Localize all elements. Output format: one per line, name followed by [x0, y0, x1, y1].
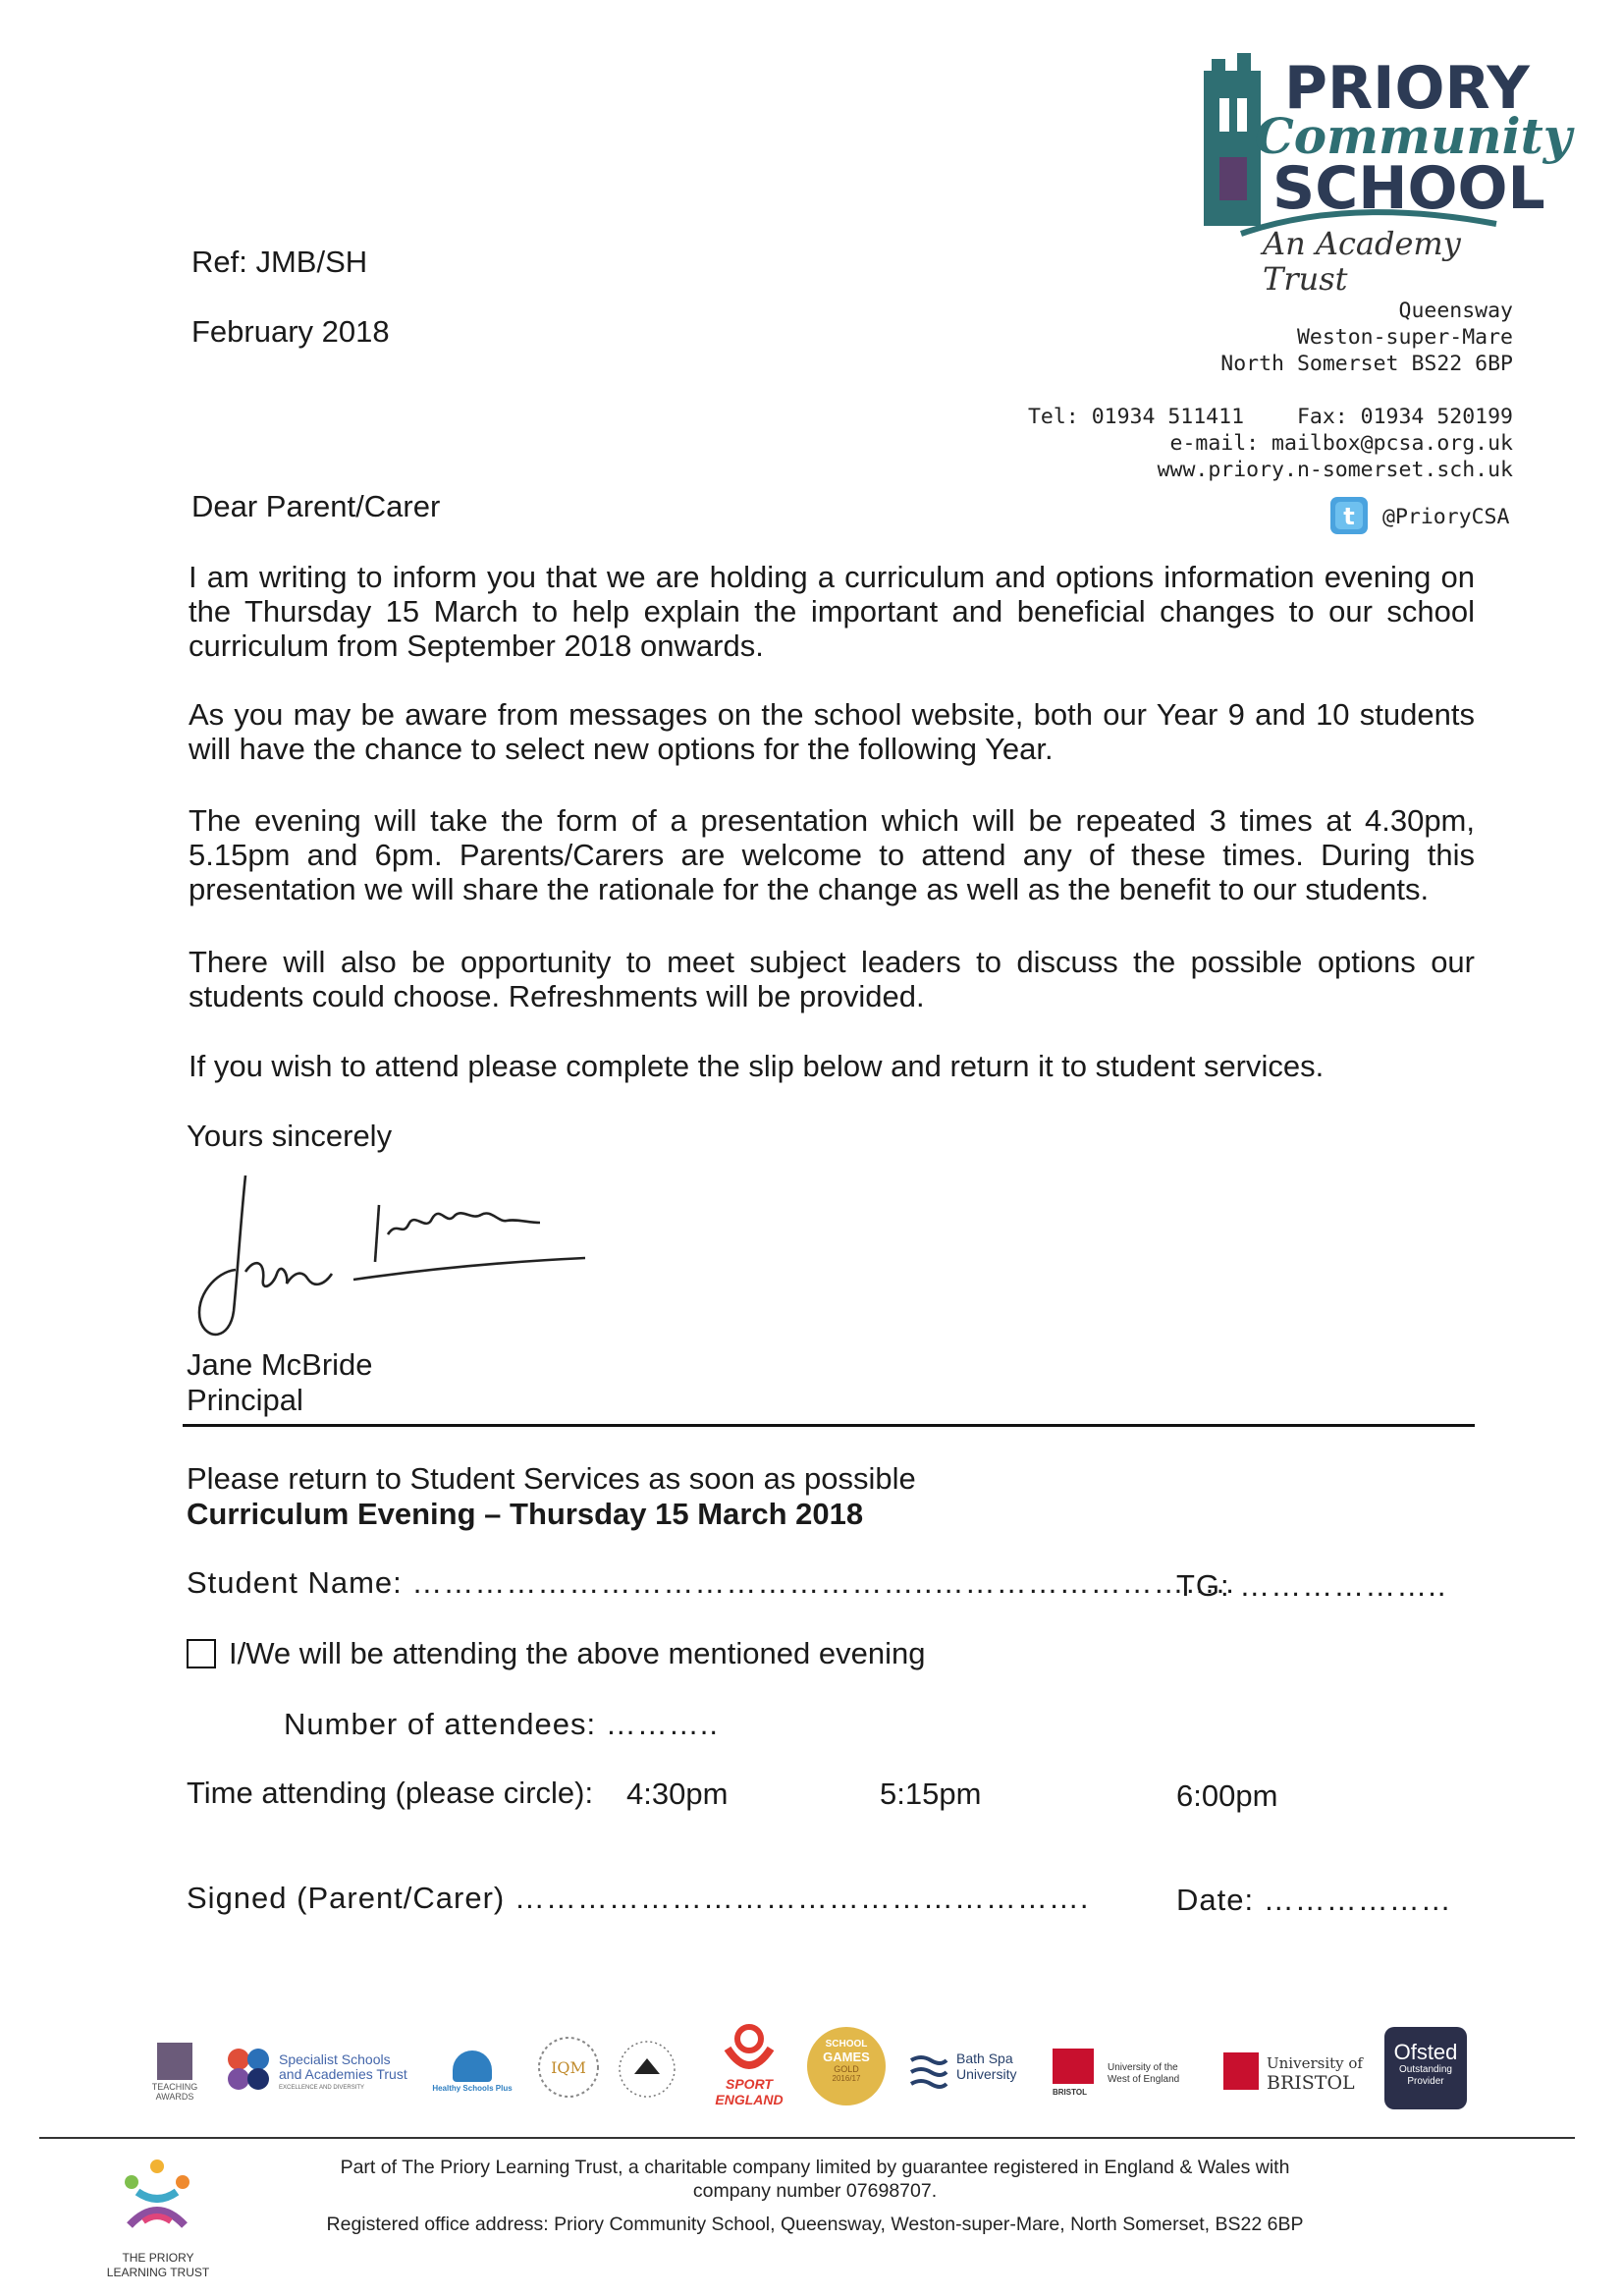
salutation: Dear Parent/Carer	[191, 489, 441, 523]
reference: Ref: JMB/SH	[191, 245, 368, 279]
ofsted-text-2: Outstanding	[1399, 2064, 1452, 2075]
learning-trust-icon	[118, 2157, 196, 2231]
paragraph: I am writing to inform you that we are holding a curriculum and options information evening on the Thursday 15 March to help explain the important and beneficial changes to our school curriculum from September 2018 onwards.	[189, 560, 1475, 663]
uwe-text-1: University of the	[1108, 2062, 1178, 2073]
teaching-awards-text: TEACHING AWARDS	[151, 2082, 198, 2102]
paragraph: There will also be opportunity to meet subject leaders to discuss the possible options our students could choose. Refreshments will be provided.	[189, 945, 1475, 1013]
attendees-field[interactable]: Number of attendees: ………..	[284, 1707, 719, 1741]
ofsted-badge	[1384, 2027, 1467, 2109]
time-option-430[interactable]: 4:30pm	[626, 1777, 729, 1811]
logo-tagline: An Academy Trust	[1263, 225, 1461, 298]
slip-event-title: Curriculum Evening – Thursday 15 March 2018	[187, 1497, 864, 1531]
date-field[interactable]: Date: ………………	[1176, 1883, 1452, 1917]
bath-spa-text-1: Bath Spa	[956, 2050, 1013, 2066]
school-logo	[1202, 49, 1572, 298]
logo-priory: PRIORY	[1284, 54, 1530, 123]
signature-field[interactable]: Signed (Parent/Carer) ……………………………………………….	[187, 1881, 1090, 1915]
sport-england-text-1: SPORT	[726, 2076, 773, 2092]
address-line: North Somerset BS22 6BP	[1220, 352, 1513, 376]
bath-spa-icon	[909, 2050, 948, 2094]
signature-image	[187, 1164, 599, 1350]
sport-england-text-2: ENGLAND	[715, 2092, 784, 2107]
ssat-icon	[224, 2045, 273, 2094]
bath-spa-logo	[909, 2023, 1037, 2111]
footer-line-1: Part of The Priory Learning Trust, a charitable company limited by guarantee registered in England & Wales with	[340, 2157, 1290, 2178]
bristol-crest-icon	[1223, 2052, 1259, 2090]
iqm-text: IQM	[551, 2058, 586, 2077]
investor-icon	[613, 2035, 681, 2104]
ofsted-text-3: Provider	[1407, 2076, 1444, 2087]
bath-spa-text-2: University	[956, 2066, 1017, 2082]
slip-instruction: Please return to Student Services as soon as possible	[187, 1461, 916, 1496]
university-bristol-logo	[1221, 2023, 1369, 2111]
logo-school: SCHOOL	[1272, 154, 1545, 223]
school-address	[1022, 298, 1513, 377]
school-games-text-1: SCHOOL	[825, 2039, 868, 2050]
svg-text:t: t	[1343, 503, 1355, 530]
healthy-schools-icon	[453, 2050, 492, 2082]
sport-england-icon	[720, 2023, 779, 2076]
footer-divider	[39, 2137, 1575, 2139]
attending-label: I/We will be attending the above mentioned evening	[229, 1636, 926, 1670]
uwe-text-3: BRISTOL	[1053, 2088, 1087, 2097]
email[interactable]: e-mail: mailbox@pcsa.org.uk	[1169, 431, 1513, 456]
ofsted-text-1: Ofsted	[1393, 2040, 1458, 2064]
bristol-text-2: BRISTOL	[1267, 2072, 1355, 2094]
closing: Yours sincerely	[187, 1119, 393, 1153]
fax: Fax: 01934 520199	[1296, 405, 1513, 429]
uwe-logo	[1053, 2023, 1210, 2111]
signer-title: Principal	[187, 1383, 303, 1417]
signer-name: Jane McBride	[187, 1347, 373, 1382]
tutor-group-field[interactable]: TG: ………………..	[1176, 1568, 1447, 1603]
ssat-subtext: EXCELLENCE AND DIVERSITY	[279, 2085, 365, 2091]
school-games-text-3: GOLD	[834, 2064, 859, 2074]
teaching-awards-icon	[157, 2043, 192, 2080]
phone-fax-line	[826, 404, 1513, 430]
healthy-schools-logo	[428, 2023, 516, 2111]
ofsted-logo	[1384, 2023, 1469, 2111]
sport-england-logo	[705, 2023, 793, 2111]
paragraph: As you may be aware from messages on the school website, both our Year 9 and 10 students will have the chance to select new options for the following Year.	[189, 697, 1475, 766]
student-name-field[interactable]: Student Name: …………………………………………..………………………..	[187, 1565, 1235, 1600]
letter-date: February 2018	[191, 314, 390, 349]
iqm-logo	[532, 2023, 605, 2111]
time-option-600[interactable]: 6:00pm	[1176, 1778, 1278, 1813]
school-games-logo	[807, 2023, 890, 2111]
attending-checkbox[interactable]	[187, 1639, 216, 1668]
footer-line-3: Registered office address: Priory Community School, Queensway, Weston-super-Mare, North Somerset, BS22 6BP	[326, 2214, 1304, 2235]
school-games-badge	[807, 2027, 886, 2105]
slip-divider	[183, 1424, 1475, 1427]
paragraph: The evening will take the form of a presentation which will be repeated 3 times at 4.30pm, 5.15pm and 6pm. Parents/Carers are welcome to attend any of these times. During this presentation we will share the rationale for the change as well as the benefit to our students.	[189, 803, 1475, 906]
priory-learning-trust-logo	[94, 2157, 222, 2284]
twitter-handle-row[interactable]	[1329, 496, 1516, 537]
investor-logo	[613, 2023, 681, 2111]
healthy-schools-text: Healthy Schools Plus	[432, 2084, 513, 2093]
twitter-icon	[1329, 496, 1369, 535]
trust-name-2: LEARNING TRUST	[106, 2266, 210, 2279]
contact-details	[826, 404, 1513, 483]
time-label: Time attending (please circle):	[187, 1776, 594, 1810]
telephone: Tel: 01934 511411	[1027, 405, 1245, 429]
footer-line-2: company number 07698707.	[692, 2180, 938, 2202]
time-option-515[interactable]: 5:15pm	[880, 1777, 982, 1811]
uwe-text-2: West of England	[1108, 2074, 1180, 2085]
ssat-text: Specialist Schools and Academies Trust	[279, 2051, 407, 2082]
bristol-text-1: University of	[1267, 2054, 1363, 2072]
school-games-text-4: 2016/17	[832, 2074, 861, 2083]
trust-name-1: THE PRIORY	[122, 2251, 194, 2265]
teaching-awards-logo	[145, 2023, 204, 2111]
logo-community: Community	[1255, 107, 1572, 165]
paragraph: If you wish to attend please complete the slip below and return it to student services.	[189, 1049, 1325, 1083]
address-line: Queensway	[1398, 299, 1513, 323]
uwe-icon	[1053, 2049, 1094, 2084]
address-line: Weston-super-Mare	[1296, 325, 1513, 350]
school-games-text-2: GAMES	[823, 2050, 870, 2064]
twitter-handle: @PrioryCSA	[1382, 505, 1510, 529]
footer-legal-text	[245, 2156, 1384, 2236]
ssat-logo	[224, 2023, 420, 2111]
website[interactable]: www.priory.n-somerset.sch.uk	[1157, 458, 1513, 482]
